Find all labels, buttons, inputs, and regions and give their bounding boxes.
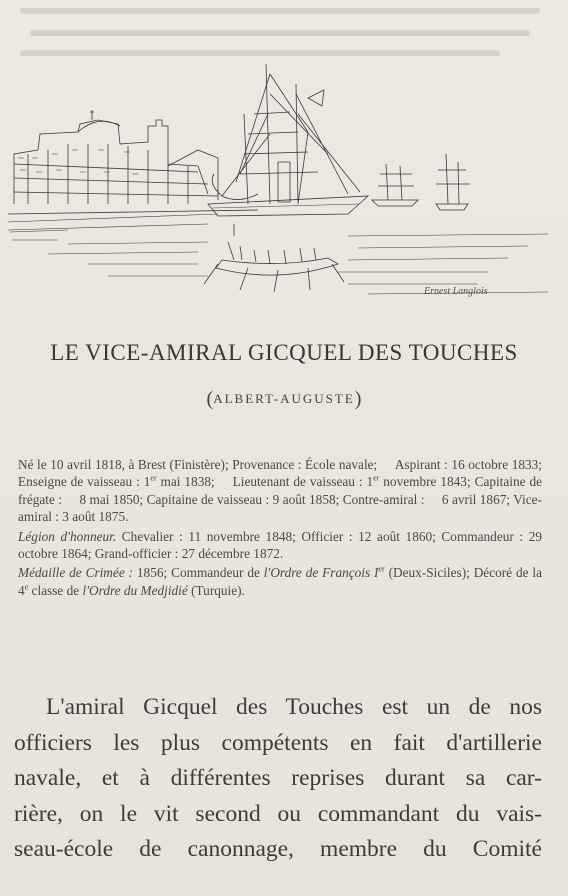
- page-title: LE VICE-AMIRAL GICQUEL DES TOUCHES: [50, 340, 518, 365]
- fort-drawing: [8, 110, 258, 214]
- bleed-through-texture: [20, 0, 560, 60]
- body-line-5: seau-école de canonnage, membre du Comité: [14, 836, 542, 863]
- subtitle-name: ALBERT-AUGUSTE: [213, 391, 355, 406]
- bio-legion-paragraph: [18, 528, 542, 563]
- subtitle-close-paren: ): [354, 388, 362, 410]
- bio-career-line-1: Aspirant : 16 octobre 1833; Enseigne de vaisseau : 1er mai 1838;: [18, 457, 542, 490]
- body-line-4: rière, on le vit second ou commandant du vais-: [14, 800, 542, 827]
- bio-birth-line: Né le 10 avril 1818, à Brest (Finistère); Provenance : École navale;: [18, 457, 378, 472]
- bio-career-line-3: 8 mai 1850; Capitaine de vaisseau : 9 août 1858; Contre-amiral :: [79, 491, 425, 507]
- body-line-1: L'amiral Gicquel des Touches est un de nos: [46, 694, 542, 720]
- body-line-3: navale, et à différentes reprises durant sa car-: [14, 765, 542, 792]
- page-subtitle: [0, 388, 568, 411]
- body-line-2: officiers les plus compétents en fait d'artillerie: [14, 729, 542, 756]
- biography-block: [18, 456, 542, 599]
- bio-legion-text: Chevalier : 11 novembre 1848; Officier : 12 août 1860; Commandeur : 29 octobre 1864; Grand-officier : 27 décembre 1872.: [18, 528, 542, 562]
- distant-ships-drawing: [372, 154, 470, 210]
- engraver-signature: Ernest Langlois: [424, 286, 488, 297]
- body-paragraph: [14, 690, 542, 868]
- rowing-boat-drawing: [204, 224, 344, 292]
- bio-order-francois: l'Ordre de François I: [263, 565, 379, 581]
- subtitle-open-paren: (: [206, 388, 214, 410]
- bio-career-line-2: Lieutenant de vaisseau : 1er novembre 1843; Capitaine de frégate :: [18, 473, 543, 507]
- bio-order-medjidie: l'Ordre du Medjidié: [82, 582, 188, 598]
- bio-career-line-4: 6 avril 1867; Vice-amiral : 3 août 1875.: [18, 491, 542, 525]
- bio-legion-label: Légion d'honneur.: [18, 528, 117, 544]
- bio-medal-paragraph: Médaille de Crimée : 1856; Commandeur de l'Ordre de François Ier (Deux-Siciles); Décoré de la 4e classe de l'Ordre du Medjidié (Turquie).: [18, 565, 542, 598]
- harbor-engraving: [8, 54, 560, 310]
- steam-frigate-drawing: [208, 64, 368, 216]
- bio-career-paragraph: [18, 456, 542, 526]
- bio-medal-label: Médaille de Crimée :: [18, 565, 134, 581]
